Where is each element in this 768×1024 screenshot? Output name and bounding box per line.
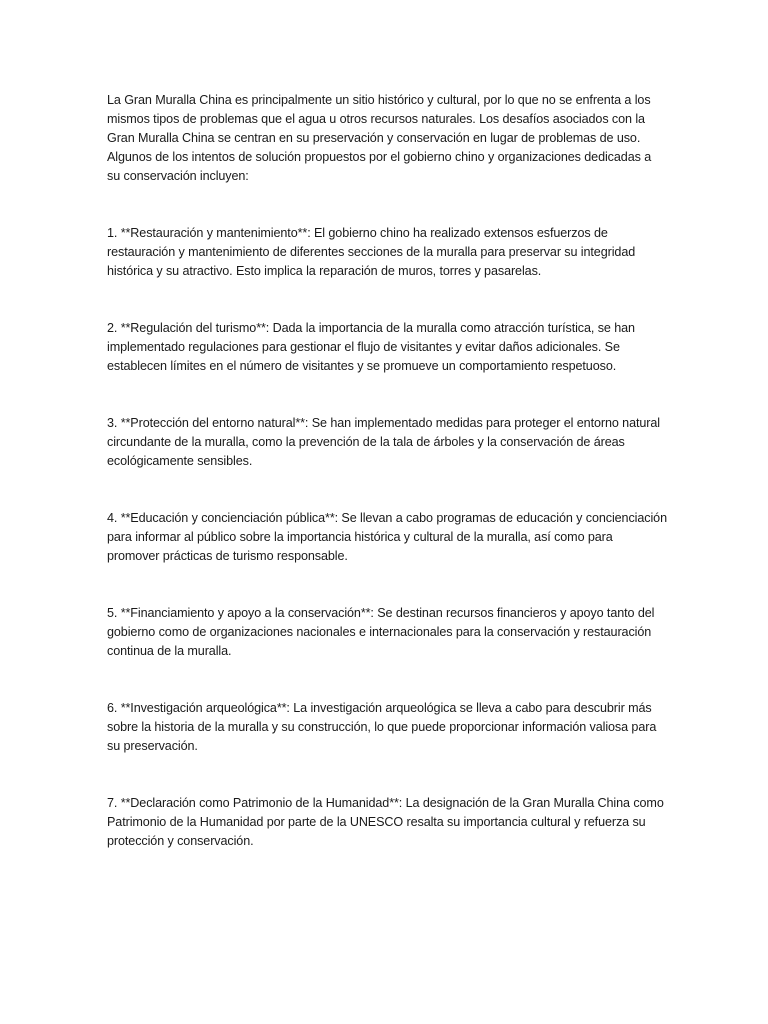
intro-paragraph: La Gran Muralla China es principalmente un sitio histórico y cultural, por lo que no se enfrenta a los mismos tipos de problemas que el agua u otros recursos naturales. Los desafíos asociados con la Gran Muralla China se centran en su preservación y conservación en lugar de problemas de uso. Algunos de los intentos de solución propuestos por el gobierno chino y organizaciones dedicadas a su conservación incluyen: [107, 93, 652, 183]
list-item-4: 4. **Educación y concienciación pública**: Se llevan a cabo programas de educación y concienciación para informar al público sobre la importancia histórica y cultural de la muralla, así como para promover prácticas de turismo responsable. [107, 511, 667, 563]
list-item-6: 6. **Investigación arqueológica**: La investigación arqueológica se lleva a cabo para descubrir más sobre la historia de la muralla y su construcción, lo que puede proporcionar información valiosa para su preservación. [107, 701, 657, 753]
list-item-3: 3. **Protección del entorno natural**: Se han implementado medidas para proteger el entorno natural circundante de la muralla, como la prevención de la tala de árboles y la conservación de áreas ecológicamente sensibles. [107, 416, 660, 468]
list-item-2: 2. **Regulación del turismo**: Dada la importancia de la muralla como atracción turística, se han implementado regulaciones para gestionar el flujo de visitantes y evitar daños adicionales. Se establecen límites en el número de visitantes y se promueve un comportamiento respetuoso. [107, 321, 635, 373]
document-body [107, 91, 667, 889]
list-item-1: 1. **Restauración y mantenimiento**: El gobierno chino ha realizado extensos esfuerzos de restauración y mantenimiento de diferentes secciones de la muralla para preservar su integridad histórica y su atractivo. Esto implica la reparación de muros, torres y pasarelas. [107, 226, 636, 278]
list-item-7: 7. **Declaración como Patrimonio de la Humanidad**: La designación de la Gran Muralla China como Patrimonio de la Humanidad por parte de la UNESCO resalta su importancia cultural y refuerza su protección y conservación. [107, 796, 664, 848]
list-item-5: 5. **Financiamiento y apoyo a la conservación**: Se destinan recursos financieros y apoyo tanto del gobierno como de organizaciones nacionales e internacionales para la conservación y restauración continua de la muralla. [107, 606, 655, 658]
